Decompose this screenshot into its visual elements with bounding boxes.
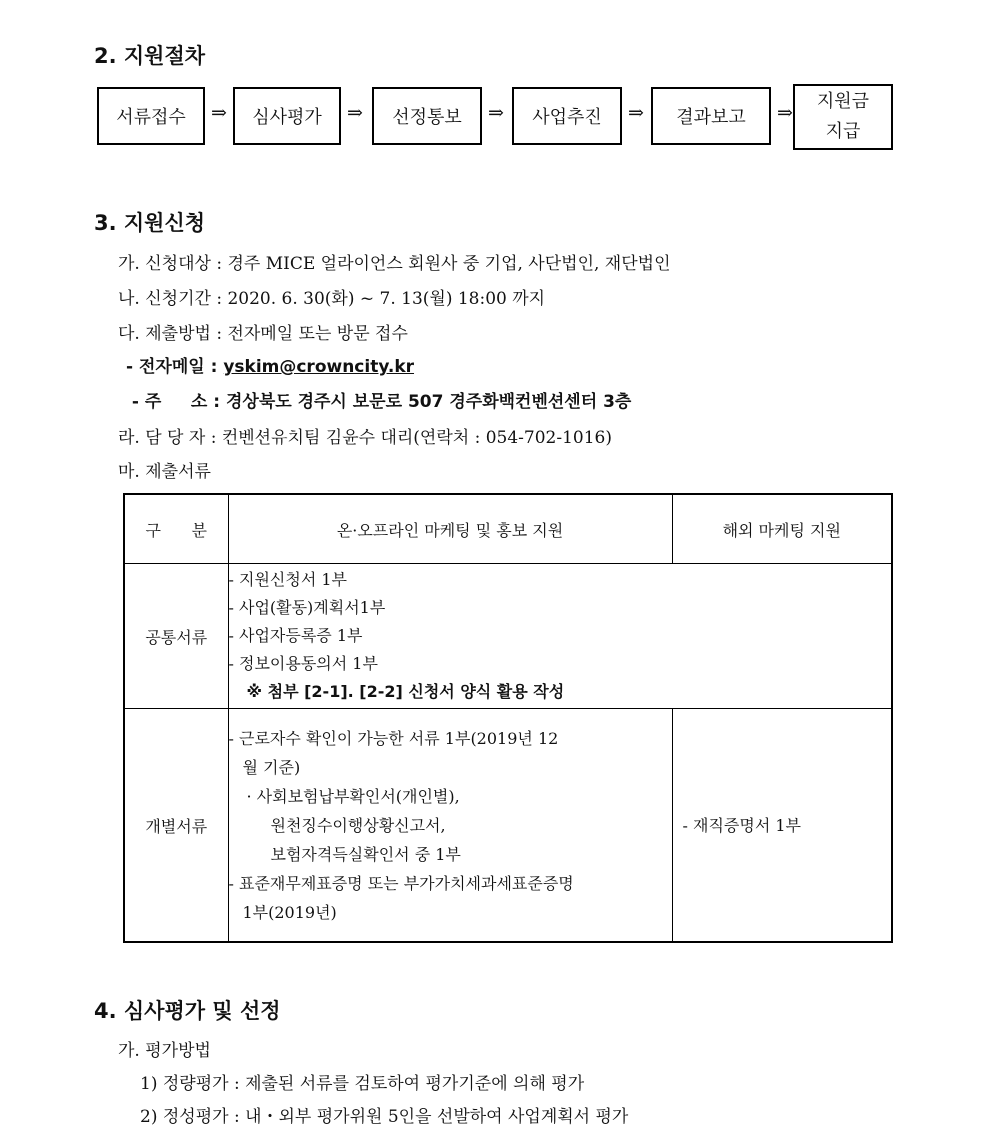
step-notification: 선정통보 bbox=[372, 87, 482, 145]
documents-table bbox=[123, 493, 893, 943]
step-result-report: 결과보고 bbox=[651, 87, 771, 145]
section-3-title: 3. 지원신청 bbox=[94, 211, 206, 235]
documents-heading: 마. 제출서류 bbox=[118, 462, 211, 482]
list-item: - 사업(활동)계획서1부 bbox=[228, 598, 386, 617]
list-item: - 사업자등록증 1부 bbox=[228, 626, 363, 645]
period-line: 나. 신청기간 : 2020. 6. 30(화) ~ 7. 13(월) 18:00 까지 bbox=[118, 289, 546, 309]
header-online-offline: 온·오프라인 마케팅 및 홍보 지원 bbox=[228, 494, 672, 564]
step-review: 심사평가 bbox=[233, 87, 341, 145]
attachment-note: ※ 첨부 [2-1]. [2-2] 신청서 양식 활용 작성 bbox=[246, 682, 565, 701]
contact-line: 라. 담 당 자 : 컨벤션유치팀 김윤수 대리(연락처 : 054-702-1016) bbox=[118, 428, 613, 448]
arrow-icon: ⇒ bbox=[211, 102, 227, 124]
list-item: - 표준재무제표증명 또는 부가가치세과세표준증명 bbox=[228, 873, 574, 893]
list-item: - 근로자수 확인이 가능한 서류 1부(2019년 12 bbox=[228, 728, 559, 748]
address-label: - 주 소 : bbox=[126, 392, 226, 412]
email-line bbox=[126, 352, 414, 377]
arrow-icon: ⇒ bbox=[628, 102, 644, 124]
header-category: 구 분 bbox=[124, 494, 228, 564]
email-label: - 전자메일 : bbox=[126, 357, 224, 377]
email-link[interactable]: yskim@crowncity.kr bbox=[223, 357, 415, 377]
procedure-flow bbox=[97, 84, 897, 150]
overseas-docs: - 재직증명서 1부 bbox=[672, 709, 892, 943]
method-line: 다. 제출방법 : 전자메일 또는 방문 접수 bbox=[118, 324, 408, 344]
list-item: - 정보이용동의서 1부 bbox=[228, 654, 378, 673]
evaluation-method-heading: 가. 평가방법 bbox=[118, 1041, 211, 1061]
individual-docs-label: 개별서류 bbox=[124, 709, 228, 943]
list-item: 월 기준) bbox=[242, 757, 301, 777]
list-item: 원천징수이행상황신고서, bbox=[270, 815, 446, 835]
eligibility-line: 가. 신청대상 : 경주 MICE 얼라이언스 회원사 중 기업, 사단법인, 재단법인 bbox=[118, 254, 671, 274]
step-execution: 사업추진 bbox=[512, 87, 622, 145]
list-item: - 지원신청서 1부 bbox=[228, 570, 347, 589]
step-payment-line2: 지급 bbox=[825, 121, 861, 142]
section-4-title: 4. 심사평가 및 선정 bbox=[94, 999, 281, 1023]
step-payment bbox=[793, 84, 893, 150]
arrow-icon: ⇒ bbox=[488, 102, 504, 124]
list-item: 보험자격득실확인서 중 1부 bbox=[270, 844, 461, 864]
address-line bbox=[126, 387, 631, 412]
qualitative-eval-line: 2) 정성평가 : 내・외부 평가위원 5인을 선발하여 사업계획서 평가 bbox=[140, 1107, 629, 1127]
header-overseas: 해외 마케팅 지원 bbox=[672, 494, 892, 564]
arrow-icon: ⇒ bbox=[347, 102, 363, 124]
table-header-row bbox=[124, 494, 892, 564]
list-item: · 사회보험납부확인서(개인별), bbox=[246, 786, 460, 806]
individual-docs-list bbox=[228, 709, 672, 943]
table-row-common bbox=[124, 564, 892, 709]
arrow-icon: ⇒ bbox=[777, 102, 793, 124]
step-document-receipt: 서류접수 bbox=[97, 87, 205, 145]
common-docs-list bbox=[228, 564, 892, 709]
address-value: 경상북도 경주시 보문로 507 경주화백컨벤션센터 3층 bbox=[225, 392, 632, 412]
table-row-individual bbox=[124, 709, 892, 943]
common-docs-label: 공통서류 bbox=[124, 564, 228, 709]
quantitative-eval-line: 1) 정량평가 : 제출된 서류를 검토하여 평가기준에 의해 평가 bbox=[140, 1074, 585, 1094]
step-payment-line1: 지원금 bbox=[816, 91, 870, 112]
list-item: 1부(2019년) bbox=[242, 902, 337, 922]
section-2-title: 2. 지원절차 bbox=[94, 44, 206, 68]
